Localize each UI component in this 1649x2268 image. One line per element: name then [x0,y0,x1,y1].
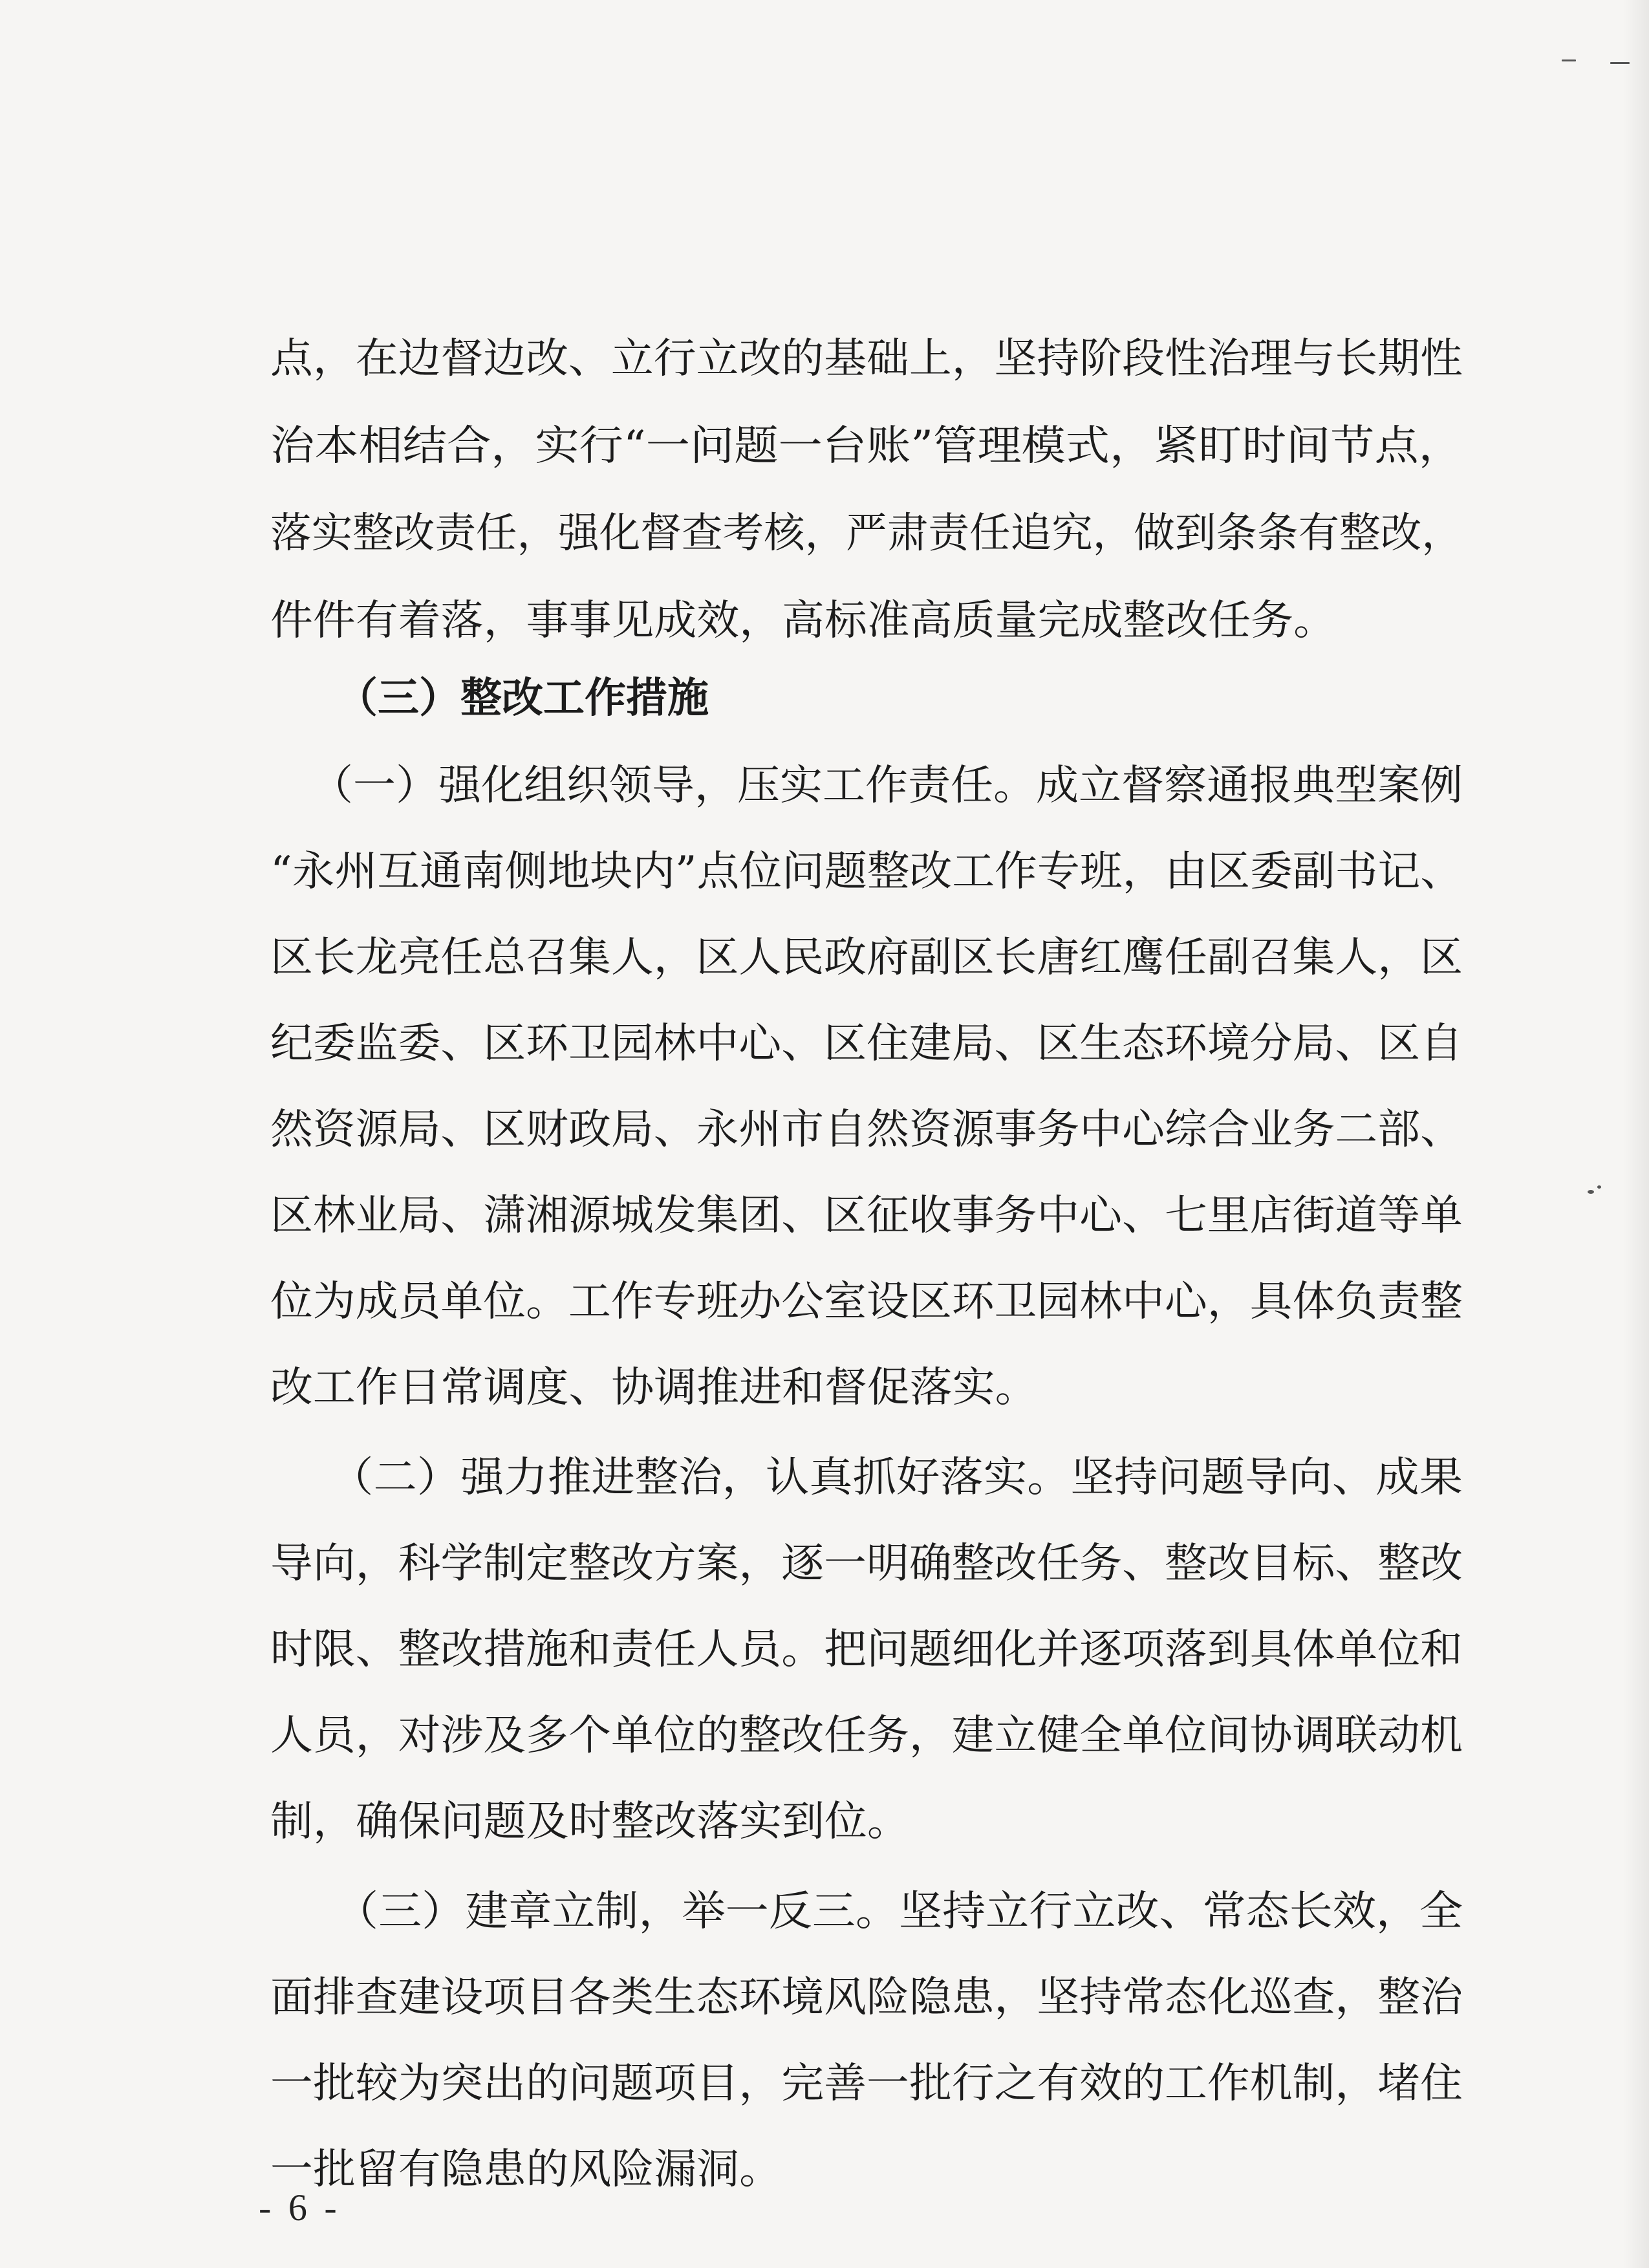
paragraph-intro-line-2: 治本相结合，实行“一问题一台账”管理模式，紧盯时间节点， [270,422,1463,470]
text-line [0,753,1649,818]
measure-2-line-3: 时限、整改措施和责任人员。把问题细化并逐项落到具体单位和 [270,1626,1463,1674]
text-line [0,1011,1649,1076]
paragraph-intro-line-1: 点，在边督边改、立行立改的基础上，坚持阶段性治理与长期性 [270,335,1463,383]
measure-2-line-4: 人员，对涉及多个单位的整改任务，建立健全单位间协调联动机 [270,1712,1463,1760]
text-line [0,2051,1649,2116]
text-line [0,327,1649,391]
measure-3-line-1: （三）建章立制，举一反三。坚持立行立改、常态长效，全 [335,1888,1463,1936]
section-heading: （三）整改工作措施 [336,675,709,722]
measure-1-line-7: 位为成员单位。工作专班办公室设区环卫园林中心，具体负责整 [270,1278,1463,1326]
scan-speck [1562,59,1576,61]
measure-2-line-5: 制，确保问题及时整改落实到位。 [270,1798,910,1846]
page-number: - 6 - [259,2187,341,2229]
text-line [0,1445,1649,1510]
scan-speck [1588,1190,1594,1194]
measure-1-line-6: 区林业局、潇湘源城发集团、区征收事务中心、七里店街道等单 [270,1192,1463,1240]
text-line [0,1965,1649,2030]
text-line [0,414,1649,479]
text-line [0,501,1649,566]
measure-1-line-3: 区长龙亮任总召集人，区人民政府副区长唐红鹰任副召集人，区 [270,934,1463,982]
text-line [0,1183,1649,1248]
text-line [0,1269,1649,1334]
text-line [0,839,1649,904]
measure-1-line-1: （一）强化组织领导，压实工作责任。成立督察通报典型案例 [310,762,1463,810]
text-line [0,1531,1649,1596]
measure-1-line-2: “永州互通南侧地块内”点位问题整改工作专班，由区委副书记、 [270,848,1463,896]
text-line [0,1879,1649,1944]
text-line [0,1355,1649,1420]
measure-1-line-4: 纪委监委、区环卫园林中心、区住建局、区生态环境分局、区自 [270,1020,1463,1068]
measure-2-line-1: （二）强力推进整治，认真抓好落实。坚持问题导向、成果 [330,1454,1463,1502]
paragraph-intro-line-4: 件件有着落，事事见成效，高标准高质量完成整改任务。 [270,597,1336,645]
heading-line [0,666,1649,731]
measure-1-line-8: 改工作日常调度、协调推进和督促落实。 [270,1364,1038,1412]
measure-3-line-2: 面排查建设项目各类生态环境风险隐患，坚持常态化巡查，整治 [270,1974,1463,2022]
text-line [0,1097,1649,1162]
measure-1-line-5: 然资源局、区财政局、永州市自然资源事务中心综合业务二部、 [270,1106,1463,1154]
text-line [0,1617,1649,1682]
scan-speck [1597,1185,1601,1189]
paragraph-intro-line-3: 落实整改责任，强化督查考核，严肃责任追究，做到条条有整改， [270,510,1463,557]
text-line [0,1703,1649,1768]
measure-3-line-3: 一批较为突出的问题项目，完善一批行之有效的工作机制，堵住 [270,2060,1463,2108]
scan-speck [1610,62,1630,64]
text-line [0,589,1649,653]
measure-2-line-2: 导向，科学制定整改方案，逐一明确整改任务、整改目标、整改 [270,1540,1463,1588]
text-line [0,1789,1649,1854]
text-line [0,925,1649,990]
text-line [0,2137,1649,2202]
measure-3-line-4: 一批留有隐患的风险漏洞。 [270,2146,782,2194]
